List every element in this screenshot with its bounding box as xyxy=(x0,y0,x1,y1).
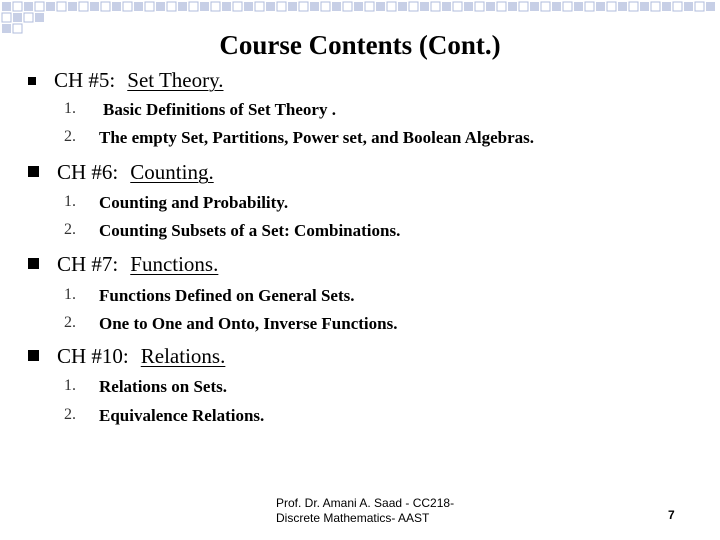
chapter-6-heading xyxy=(28,160,214,185)
page-number: 7 xyxy=(668,508,675,522)
item-text: One to One and Onto, Inverse Functions. xyxy=(99,314,398,333)
footer-text xyxy=(276,496,454,526)
chapter-10-heading xyxy=(28,344,225,369)
chapter-number: CH #7: xyxy=(57,252,119,276)
item-number: 1. xyxy=(64,193,76,210)
item-text: Basic Definitions of Set Theory . xyxy=(103,100,336,119)
square-bullet-icon xyxy=(28,258,39,269)
chapter-title: Set Theory. xyxy=(127,68,224,92)
item-text: Counting Subsets of a Set: Combinations. xyxy=(99,221,401,240)
item-number: 1. xyxy=(64,377,76,394)
slide-title xyxy=(0,30,720,61)
item-text: The empty Set, Partitions, Power set, and Boolean Algebras. xyxy=(99,128,535,147)
chapter-number: CH #10: xyxy=(57,344,129,368)
slide-title-text: Course Contents (Cont.) xyxy=(219,30,501,60)
chapter-number: CH #6: xyxy=(57,160,119,184)
chapter-7-heading xyxy=(28,252,218,277)
footer-line-1: Prof. Dr. Amani A. Saad - CC218- xyxy=(276,496,455,510)
list-item xyxy=(64,221,400,241)
item-number: 2. xyxy=(64,221,76,238)
item-text: Functions Defined on General Sets. xyxy=(99,286,355,305)
list-item xyxy=(64,314,397,334)
item-number: 1. xyxy=(64,100,76,117)
chapter-5-heading xyxy=(28,68,224,93)
item-number: 2. xyxy=(64,406,76,423)
item-number: 2. xyxy=(64,128,76,145)
list-item xyxy=(64,100,336,120)
item-text: Equivalence Relations. xyxy=(99,406,265,425)
item-text: Relations on Sets. xyxy=(99,377,227,396)
chapter-number: CH #5: xyxy=(54,68,116,92)
list-item xyxy=(64,128,534,148)
chapter-title: Counting. xyxy=(130,160,214,184)
footer-line-2: Discrete Mathematics- AAST xyxy=(276,511,430,525)
chapter-title: Relations. xyxy=(140,344,226,368)
chapter-title: Functions. xyxy=(130,252,219,276)
item-number: 1. xyxy=(64,286,76,303)
item-number: 2. xyxy=(64,314,76,331)
list-item xyxy=(64,193,288,213)
square-bullet-icon xyxy=(28,350,39,361)
list-item xyxy=(64,406,264,426)
square-bullet-icon xyxy=(28,166,39,177)
square-bullet-icon xyxy=(28,77,36,85)
list-item xyxy=(64,286,354,306)
list-item xyxy=(64,377,227,397)
item-text: Counting and Probability. xyxy=(99,193,289,212)
